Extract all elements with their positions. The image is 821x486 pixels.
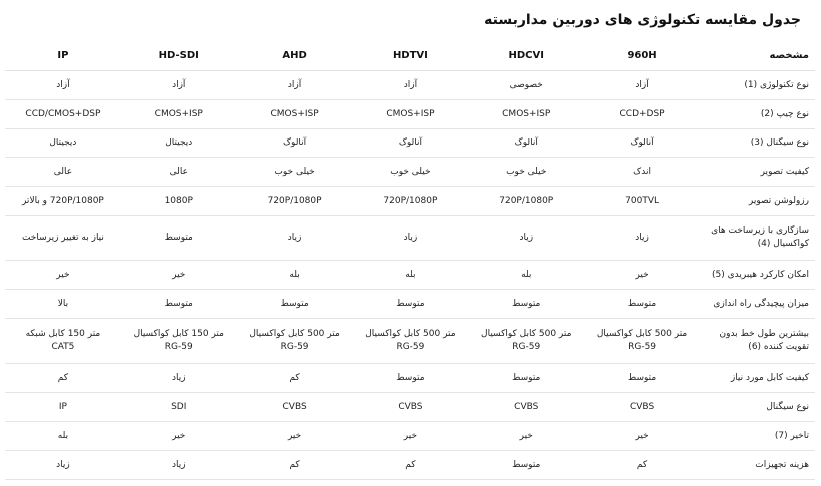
cell-text: خصوصی	[509, 79, 543, 90]
table-cell	[584, 216, 700, 261]
column-header: HDTVI	[353, 40, 469, 71]
table-cell	[584, 364, 700, 393]
table-cell	[353, 158, 469, 187]
cell-text: عالی	[53, 166, 73, 177]
cell-text: کیفیت کابل مورد نیاز	[730, 372, 809, 383]
cell-text: کم	[405, 459, 416, 470]
cell-text: آنالوگ	[630, 137, 654, 148]
table-cell	[5, 100, 121, 129]
table-cell	[237, 71, 353, 100]
cell-text: CCD/CMOS+DSP	[25, 108, 101, 119]
table-cell	[5, 71, 121, 100]
feature-cell	[700, 393, 815, 422]
cell-text: آزاد	[172, 79, 186, 90]
table-row	[5, 319, 815, 364]
table-cell	[468, 187, 584, 216]
cell-text: SDI	[171, 401, 187, 412]
feature-cell	[700, 364, 815, 393]
table-cell	[353, 393, 469, 422]
cell-text: بله	[405, 269, 416, 280]
table-cell	[353, 216, 469, 261]
table-cell	[237, 393, 353, 422]
cell-text: متر 500 کابل کواکسیال	[365, 329, 456, 339]
feature-cell	[700, 216, 815, 261]
table-cell	[468, 71, 584, 100]
table-cell	[237, 187, 353, 216]
table-cell	[468, 422, 584, 451]
table-row	[5, 451, 815, 480]
table-header-row	[5, 40, 815, 71]
cell-text: کم	[636, 459, 648, 470]
cell-text: کم	[289, 372, 300, 383]
feature-cell	[700, 71, 815, 100]
comparison-table	[5, 40, 815, 480]
column-header: IP	[5, 40, 121, 71]
cell-text: بله	[289, 269, 300, 280]
cell-text: آزاد	[56, 79, 70, 90]
cell-text: نوع چیپ (2)	[760, 108, 809, 119]
cell-text: متر 500 کابل کواکسیال	[481, 329, 572, 339]
table-row	[5, 216, 815, 261]
table-cell	[121, 129, 237, 158]
cell-text: آنالوگ	[398, 137, 423, 148]
cell-text: خیر	[287, 430, 302, 441]
table-row	[5, 187, 815, 216]
cell-text: آنالوگ	[282, 137, 307, 148]
feature-cell	[700, 319, 815, 364]
column-header: AHD	[237, 40, 353, 71]
cell-text: 700TVL	[625, 195, 659, 206]
table-cell	[237, 129, 353, 158]
cell-text: متوسط	[280, 298, 309, 309]
cell-text: متر 150 کابل شبکه	[25, 329, 101, 339]
table-cell	[353, 319, 469, 364]
table-cell	[121, 364, 237, 393]
cell-text: RG-59	[512, 342, 541, 352]
table-cell	[121, 71, 237, 100]
cell-text: متوسط	[512, 372, 541, 383]
cell-text: کم	[289, 459, 300, 470]
cell-text: متوسط	[164, 298, 193, 309]
cell-text: زیاد	[171, 459, 186, 470]
table-body	[5, 71, 815, 480]
table-cell	[468, 393, 584, 422]
table-cell	[468, 158, 584, 187]
cell-text: CVBS	[629, 401, 655, 412]
column-header: HD-SDI	[121, 40, 237, 71]
cell-text: CAT5	[51, 342, 75, 352]
table-cell	[237, 422, 353, 451]
table-cell	[468, 261, 584, 290]
table-cell	[5, 319, 121, 364]
feature-cell	[700, 451, 815, 480]
table-cell	[237, 290, 353, 319]
cell-text: هزینه تجهیزات	[755, 459, 809, 470]
cell-text: RG-59	[164, 342, 193, 352]
table-cell	[237, 364, 353, 393]
cell-text: خیر	[635, 430, 649, 441]
cell-text: امکان کارکرد هیبریدی (5)	[711, 269, 809, 280]
cell-text: نوع سیگنال	[766, 401, 809, 412]
table-row	[5, 364, 815, 393]
table-cell	[237, 216, 353, 261]
table-cell	[584, 451, 700, 480]
cell-text: متر 150 کابل کواکسیال	[133, 329, 224, 339]
cell-text: خیلی خوب	[506, 166, 547, 177]
feature-cell	[700, 158, 815, 187]
table-cell	[584, 319, 700, 364]
table-cell	[5, 261, 121, 290]
cell-text: رزولوشن تصویر	[748, 195, 809, 206]
cell-text: بالا	[57, 298, 69, 309]
table-cell	[584, 71, 700, 100]
table-cell	[5, 187, 121, 216]
table-cell	[5, 393, 121, 422]
table-cell	[468, 319, 584, 364]
cell-text: CVBS	[398, 401, 423, 412]
cell-text: زیاد	[519, 232, 534, 243]
cell-text: CMOS+ISP	[386, 108, 435, 119]
cell-text: سازگاری با زیرساخت های	[711, 226, 809, 236]
cell-text: کیفیت تصویر	[760, 166, 809, 177]
page-title: جدول مقایسه تکنولوژی های دوربین مداربسته	[484, 12, 801, 28]
column-header-feature: مشخصه	[700, 40, 815, 71]
cell-text: متوسط	[396, 372, 425, 383]
table-cell	[584, 158, 700, 187]
table-cell	[121, 451, 237, 480]
cell-text: آزاد	[287, 79, 302, 90]
cell-text: بیشترین طول خط بدون	[719, 329, 809, 339]
cell-text: RG-59	[396, 342, 425, 352]
cell-text: 720P/1080P	[383, 195, 438, 206]
table-cell	[353, 187, 469, 216]
cell-text: CVBS	[282, 401, 307, 412]
table-row	[5, 71, 815, 100]
cell-text: زیاد	[56, 459, 70, 470]
cell-text: زیاد	[403, 232, 418, 243]
cell-text: متوسط	[627, 298, 657, 309]
table-cell	[468, 100, 584, 129]
cell-text: کواکسیال (4)	[757, 239, 809, 249]
cell-text: 720P/1080P	[267, 195, 322, 206]
table-cell	[237, 261, 353, 290]
table-cell	[353, 364, 469, 393]
table-row	[5, 422, 815, 451]
column-header: HDCVI	[468, 40, 584, 71]
table-cell	[5, 364, 121, 393]
table-row	[5, 100, 815, 129]
table-cell	[5, 290, 121, 319]
feature-cell	[700, 261, 815, 290]
cell-text: خیر	[519, 430, 533, 441]
table-cell	[353, 261, 469, 290]
cell-text: آزاد	[635, 79, 649, 90]
cell-text: متوسط	[512, 459, 541, 470]
cell-text: IP	[58, 401, 67, 412]
table-cell	[468, 451, 584, 480]
table-cell	[584, 187, 700, 216]
table-row	[5, 261, 815, 290]
cell-text: نوع تکنولوژی (1)	[744, 79, 809, 90]
cell-text: زیاد	[287, 232, 302, 243]
cell-text: کم	[57, 372, 69, 383]
table-cell	[584, 261, 700, 290]
cell-text: بله	[521, 269, 532, 280]
table-cell	[121, 100, 237, 129]
cell-text: تقویت کننده (6)	[748, 342, 809, 352]
cell-text: آزاد	[403, 79, 418, 90]
table-cell	[468, 129, 584, 158]
cell-text: CMOS+ISP	[502, 108, 551, 119]
cell-text: متوسط	[164, 232, 193, 243]
cell-text: CVBS	[514, 401, 539, 412]
cell-text: زیاد	[635, 232, 649, 243]
cell-text: 720P/1080P	[499, 195, 554, 206]
table-cell	[468, 216, 584, 261]
table-cell	[237, 319, 353, 364]
cell-text: نیاز به تغییر زیرساخت	[21, 232, 104, 243]
cell-text: خیر	[403, 430, 418, 441]
table-cell	[353, 71, 469, 100]
cell-text: متوسط	[627, 372, 657, 383]
table-row	[5, 290, 815, 319]
cell-text: دیجیتال	[165, 137, 193, 148]
table-row	[5, 129, 815, 158]
table-cell	[584, 422, 700, 451]
cell-text: RG-59	[628, 342, 657, 352]
cell-text: زیاد	[171, 372, 186, 383]
table-cell	[353, 290, 469, 319]
table-cell	[121, 261, 237, 290]
cell-text: متر 500 کابل کواکسیال	[596, 329, 688, 339]
table-cell	[121, 422, 237, 451]
table-cell	[121, 216, 237, 261]
cell-text: خیلی خوب	[390, 166, 431, 177]
cell-text: عالی	[169, 166, 188, 177]
table-cell	[237, 100, 353, 129]
table-cell	[237, 158, 353, 187]
cell-text: CMOS+ISP	[270, 108, 319, 119]
cell-text: دیجیتال	[49, 137, 77, 148]
table-cell	[468, 364, 584, 393]
cell-text: آنالوگ	[514, 137, 538, 148]
feature-cell	[700, 129, 815, 158]
cell-text: بله	[57, 430, 69, 441]
table-cell	[5, 216, 121, 261]
cell-text: اندک	[633, 166, 651, 177]
table-cell	[5, 158, 121, 187]
feature-cell	[700, 290, 815, 319]
cell-text: تاخیر (7)	[774, 430, 809, 441]
table-cell	[5, 422, 121, 451]
cell-text: 720P/1080P و بالاتر	[21, 195, 104, 206]
table-cell	[353, 422, 469, 451]
cell-text: خیر	[172, 430, 186, 441]
cell-text: میزان پیچیدگی راه اندازی	[713, 298, 809, 309]
table-cell	[584, 100, 700, 129]
table-row	[5, 158, 815, 187]
table-cell	[584, 393, 700, 422]
column-header: 960H	[584, 40, 700, 71]
feature-cell	[700, 100, 815, 129]
table-cell	[584, 129, 700, 158]
cell-text: خیر	[635, 269, 649, 280]
table-cell	[353, 451, 469, 480]
table-cell	[353, 129, 469, 158]
table-cell	[468, 290, 584, 319]
table-cell	[121, 290, 237, 319]
cell-text: نوع سیگنال (3)	[750, 137, 809, 148]
cell-text: CMOS+ISP	[154, 108, 203, 119]
table-cell	[121, 187, 237, 216]
cell-text: متوسط	[512, 298, 541, 309]
feature-cell	[700, 422, 815, 451]
cell-text: RG-59	[280, 342, 309, 352]
table-cell	[584, 290, 700, 319]
cell-text: متوسط	[396, 298, 425, 309]
cell-text: خیر	[172, 269, 186, 280]
table-cell	[121, 158, 237, 187]
cell-text: خیلی خوب	[274, 166, 315, 177]
table-cell	[237, 451, 353, 480]
cell-text: خیر	[56, 269, 70, 280]
feature-cell	[700, 187, 815, 216]
table-cell	[121, 319, 237, 364]
table-cell	[353, 100, 469, 129]
cell-text: متر 500 کابل کواکسیال	[249, 329, 340, 339]
cell-text: CCD+DSP	[619, 108, 665, 119]
table-cell	[5, 129, 121, 158]
table-cell	[121, 393, 237, 422]
table-cell	[5, 451, 121, 480]
cell-text: 1080P	[164, 195, 193, 206]
table-row	[5, 393, 815, 422]
